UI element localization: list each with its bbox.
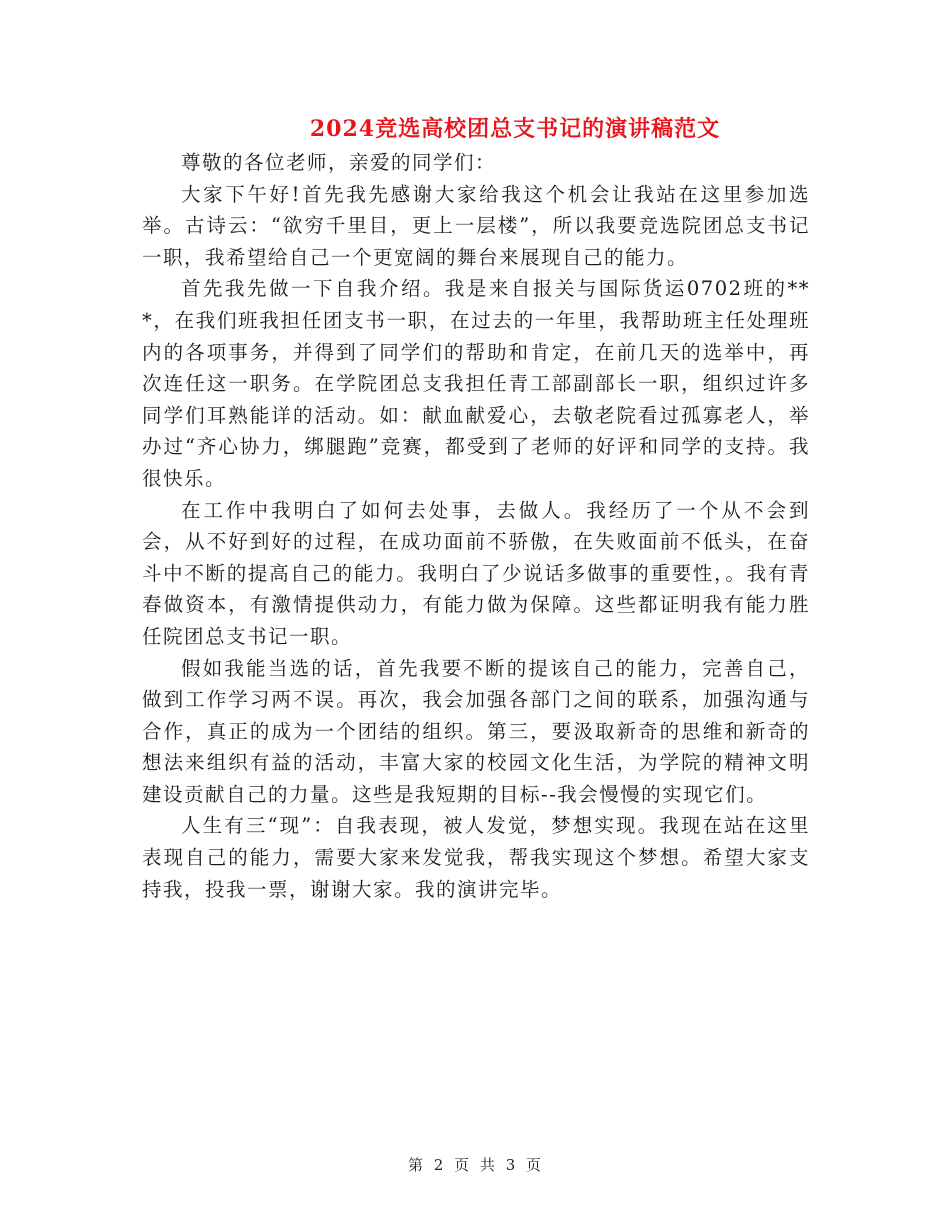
document-body xyxy=(142,147,810,905)
paragraph-opening: 大家下午好!首先我先感谢大家给我这个机会让我站在这里参加选举。古诗云：“欲穷千里目，更上一层楼”，所以我要竞选院团总支书记一职，我希望给自己一个更宽阔的舞台来展现自己的能力。 xyxy=(142,182,810,269)
footer-total-pages: 3 xyxy=(505,1156,517,1174)
paragraph-experience: 在工作中我明白了如何去处事，去做人。我经历了一个从不会到会，从不好到好的过程，在成功面前不骄傲，在失败面前不低头，在奋斗中不断的提高自己的能力。我明白了少说话多做事的重要性，。我有青春做资本，有激情提供动力，有能力做为保障。这些都证明我有能力胜任院团总支书记一职。 xyxy=(142,498,810,648)
footer-label-total-unit: 页 xyxy=(526,1156,543,1174)
page-footer xyxy=(0,1154,950,1175)
paragraph-closing: 人生有三“现”：自我表现，被人发觉，梦想实现。我现在站在这里表现自己的能力，需要大家来发觉我，帮我实现这个梦想。希望大家支持我，投我一票，谢谢大家。我的演讲完毕。 xyxy=(142,814,810,901)
footer-current-page: 2 xyxy=(433,1156,445,1174)
document-title: 2024竞选高校团总支书记的演讲稿范文 xyxy=(309,116,721,142)
paragraph-self-intro: 首先我先做一下自我介绍。我是来自报关与国际货运0702班的***，在我们班我担任团支书一职，在过去的一年里，我帮助班主任处理班内的各项事务，并得到了同学们的帮助和肯定，在前几天的选举中，再次连任这一职务。在学院团总支我担任青工部副部长一职，组织过许多同学们耳熟能详的活动。如：献血献爱心，去敬老院看过孤寡老人，举办过“齐心协力，绑腿跑”竞赛，都受到了老师的好评和同学的支持。我很快乐。 xyxy=(142,277,810,490)
paragraph-salutation: 尊敬的各位老师，亲爱的同学们： xyxy=(181,151,497,174)
footer-label-page-unit: 页 xyxy=(454,1156,471,1174)
paragraph-plans: 假如我能当选的话，首先我要不断的提该自己的能力，完善自己，做到工作学习两不误。再次，我会加强各部门之间的联系，加强沟通与合作，真正的成为一个团结的组织。第三，要汲取新奇的思维和新奇的想法来组织有益的活动，丰富大家的校园文化生活，为学院的精神文明建设贡献自己的力量。这些是我短期的目标--我会慢慢的实现它们。 xyxy=(142,656,810,806)
footer-label-total: 共 xyxy=(479,1156,496,1174)
footer-label-page: 第 xyxy=(407,1156,424,1174)
